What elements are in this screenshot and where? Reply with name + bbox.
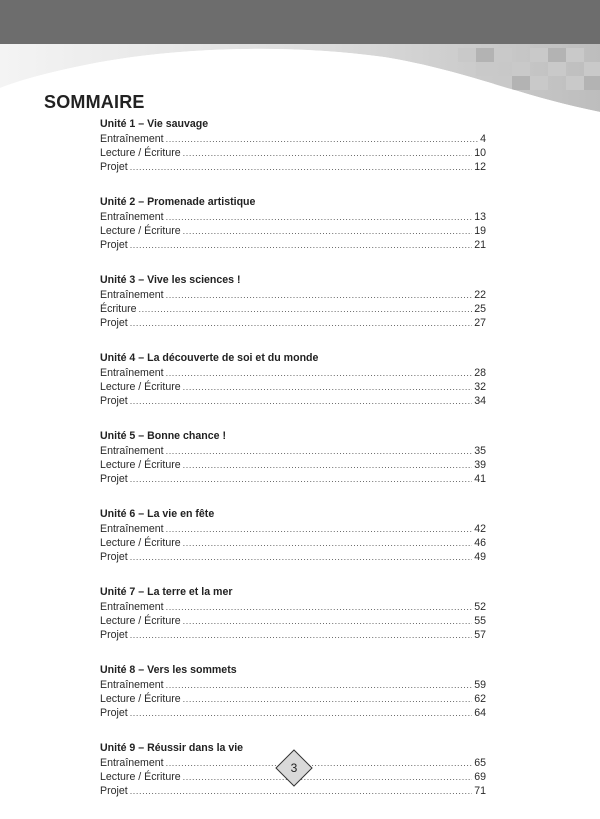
toc-entry — [100, 458, 486, 472]
toc-unit — [100, 429, 486, 486]
unit-title: Unité 4 – La découverte de soi et du monde — [100, 352, 319, 364]
entry-page-number: 10 — [474, 147, 486, 159]
dot-leader — [183, 380, 473, 394]
entry-label: Projet — [100, 239, 128, 251]
dot-leader — [183, 224, 473, 238]
toc-unit — [100, 507, 486, 564]
toc-entry — [100, 160, 486, 174]
entry-page-number: 49 — [474, 551, 486, 563]
dot-leader — [130, 706, 473, 720]
entry-page-number: 55 — [474, 615, 486, 627]
toc-unit — [100, 273, 486, 330]
entry-page-number: 35 — [474, 445, 486, 457]
dot-leader — [130, 394, 473, 408]
toc-entry — [100, 536, 486, 550]
toc-entry — [100, 394, 486, 408]
toc-entry — [100, 706, 486, 720]
entry-label: Entraînement — [100, 523, 164, 535]
dot-leader — [166, 210, 473, 224]
entry-page-number: 22 — [474, 289, 486, 301]
toc-unit — [100, 585, 486, 642]
entry-label: Écriture — [100, 303, 137, 315]
dot-leader — [130, 628, 473, 642]
toc-entry — [100, 600, 486, 614]
toc-entry — [100, 302, 486, 316]
toc-entry — [100, 288, 486, 302]
entry-page-number: 13 — [474, 211, 486, 223]
unit-title: Unité 3 – Vive les sciences ! — [100, 274, 241, 286]
dot-leader — [130, 550, 473, 564]
unit-title: Unité 9 – Réussir dans la vie — [100, 742, 244, 754]
dot-leader — [166, 132, 478, 146]
toc-unit — [100, 195, 486, 252]
table-of-contents — [100, 117, 486, 819]
toc-unit — [100, 663, 486, 720]
dot-leader — [166, 600, 473, 614]
entry-label: Lecture / Écriture — [100, 615, 181, 627]
toc-unit — [100, 351, 486, 408]
entry-label: Entraînement — [100, 133, 164, 145]
entry-label: Lecture / Écriture — [100, 537, 181, 549]
dot-leader — [166, 366, 473, 380]
dot-leader — [130, 160, 473, 174]
dot-leader — [130, 472, 473, 486]
toc-entry — [100, 224, 486, 238]
dot-leader — [130, 238, 473, 252]
dot-leader — [183, 614, 473, 628]
unit-title: Unité 5 – Bonne chance ! — [100, 430, 226, 442]
entry-page-number: 39 — [474, 459, 486, 471]
toc-entry — [100, 678, 486, 692]
dot-leader — [166, 756, 473, 770]
entry-label: Entraînement — [100, 601, 164, 613]
page-number: 3 — [290, 761, 298, 775]
entry-label: Entraînement — [100, 679, 164, 691]
entry-label: Projet — [100, 551, 128, 563]
entry-label: Entraînement — [100, 211, 164, 223]
entry-page-number: 52 — [474, 601, 486, 613]
entry-page-number: 71 — [474, 785, 486, 797]
toc-entry — [100, 628, 486, 642]
toc-entry — [100, 522, 486, 536]
entry-page-number: 41 — [474, 473, 486, 485]
toc-unit — [100, 117, 486, 174]
unit-title: Unité 7 – La terre et la mer — [100, 586, 233, 598]
entry-page-number: 28 — [474, 367, 486, 379]
dot-leader — [166, 444, 473, 458]
toc-entry — [100, 238, 486, 252]
entry-label: Entraînement — [100, 367, 164, 379]
entry-page-number: 12 — [474, 161, 486, 173]
toc-entry — [100, 380, 486, 394]
entry-page-number: 42 — [474, 523, 486, 535]
toc-entry — [100, 444, 486, 458]
entry-label: Lecture / Écriture — [100, 225, 181, 237]
page-title: SOMMAIRE — [44, 92, 145, 112]
entry-page-number: 46 — [474, 537, 486, 549]
dot-leader — [183, 692, 473, 706]
entry-label: Projet — [100, 629, 128, 641]
toc-entry — [100, 614, 486, 628]
entry-label: Lecture / Écriture — [100, 693, 181, 705]
entry-page-number: 32 — [474, 381, 486, 393]
toc-entry — [100, 366, 486, 380]
toc-entry — [100, 692, 486, 706]
entry-label: Lecture / Écriture — [100, 459, 181, 471]
entry-page-number: 64 — [474, 707, 486, 719]
unit-title: Unité 2 – Promenade artistique — [100, 196, 256, 208]
toc-entry — [100, 472, 486, 486]
entry-label: Entraînement — [100, 445, 164, 457]
toc-entry — [100, 210, 486, 224]
dot-leader — [183, 770, 473, 784]
toc-entry — [100, 316, 486, 330]
dot-leader — [166, 288, 473, 302]
entry-page-number: 65 — [474, 757, 486, 769]
entry-label: Projet — [100, 317, 128, 329]
entry-label: Projet — [100, 785, 128, 797]
dot-leader — [183, 146, 473, 160]
entry-page-number: 4 — [480, 133, 486, 145]
entry-page-number: 57 — [474, 629, 486, 641]
dot-leader — [166, 678, 473, 692]
entry-page-number: 59 — [474, 679, 486, 691]
entry-page-number: 62 — [474, 693, 486, 705]
toc-entry — [100, 146, 486, 160]
entry-page-number: 21 — [474, 239, 486, 251]
entry-label: Projet — [100, 707, 128, 719]
entry-page-number: 27 — [474, 317, 486, 329]
dot-leader — [130, 316, 473, 330]
entry-label: Projet — [100, 161, 128, 173]
entry-label: Lecture / Écriture — [100, 147, 181, 159]
entry-label: Lecture / Écriture — [100, 771, 181, 783]
entry-page-number: 25 — [474, 303, 486, 315]
unit-title: Unité 1 – Vie sauvage — [100, 118, 209, 130]
entry-label: Entraînement — [100, 757, 164, 769]
entry-label: Lecture / Écriture — [100, 381, 181, 393]
toc-entry — [100, 550, 486, 564]
entry-page-number: 69 — [474, 771, 486, 783]
dot-leader — [183, 536, 473, 550]
entry-label: Projet — [100, 473, 128, 485]
dot-leader — [183, 458, 473, 472]
entry-page-number: 19 — [474, 225, 486, 237]
entry-page-number: 34 — [474, 395, 486, 407]
unit-title: Unité 6 – La vie en fête — [100, 508, 215, 520]
dot-leader — [139, 302, 473, 316]
dot-leader — [166, 522, 473, 536]
unit-title: Unité 8 – Vers les sommets — [100, 664, 237, 676]
entry-label: Projet — [100, 395, 128, 407]
entry-label: Entraînement — [100, 289, 164, 301]
toc-entry — [100, 132, 486, 146]
